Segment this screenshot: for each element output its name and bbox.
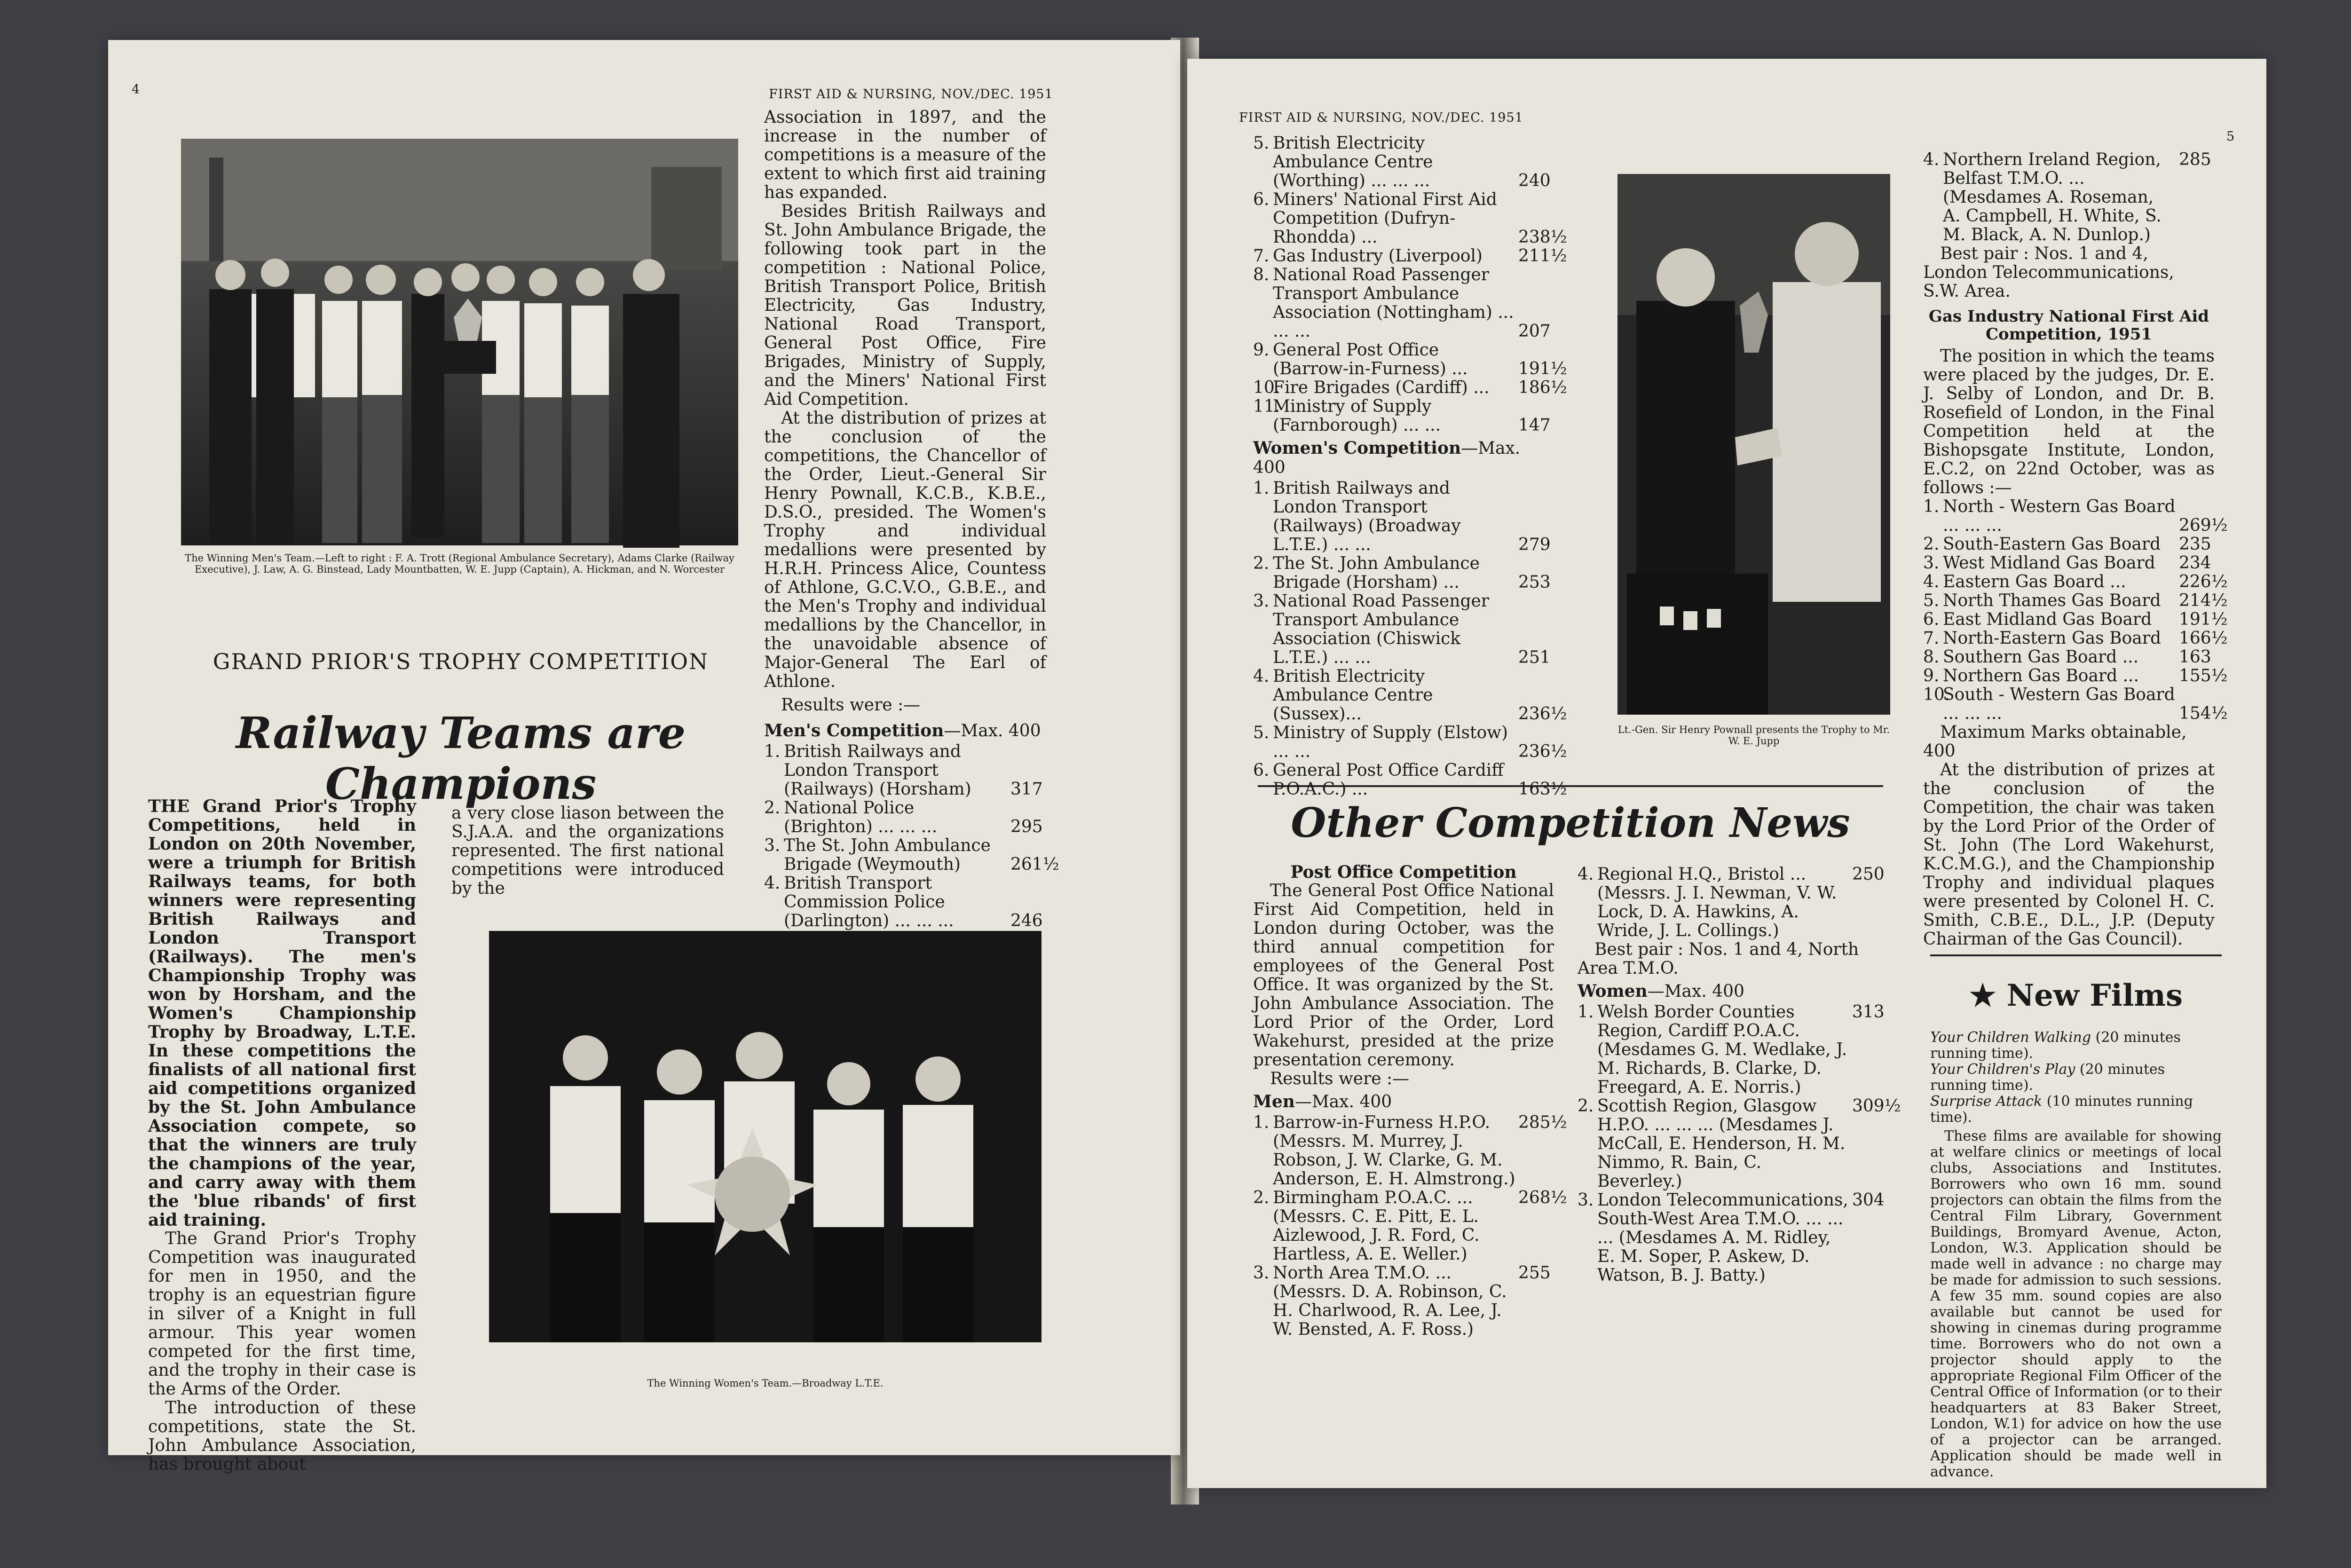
right-col1: [1253, 134, 1567, 799]
star-icon: ★: [1969, 978, 1996, 1013]
result-item: [1253, 592, 1554, 667]
womens-team-photo-image: [489, 931, 1041, 1342]
result-text: North - Western Gas Board ... ... ...: [1943, 497, 2176, 535]
result-points: 155½: [2179, 666, 2228, 686]
result-text: Miners' National First Aid Competition (Dufryn-Rhondda) ...: [1273, 190, 1497, 247]
result-item: [1923, 497, 2228, 535]
page-number-right: 5: [2226, 129, 2235, 144]
result-points: 226½: [2179, 572, 2228, 591]
womens-results-list: [1253, 479, 1567, 799]
result-points: 207: [1518, 322, 1551, 341]
result-number: 2.: [1253, 1188, 1270, 1207]
result-points: 304: [1852, 1190, 1885, 1210]
mens-results-heading: Men's Competition—Max. 400: [764, 721, 1041, 741]
result-item: 4. Regional H.Q., Bristol ... (Messrs. J. I. Newman, V. W. Lock, D. A. Hawkins, A. Wride, J. L. Collings.) 250: [1578, 865, 1885, 940]
po-col-a: [1253, 862, 1567, 1339]
result-points: 285½: [1518, 1113, 1567, 1132]
result-item: [1923, 629, 2228, 648]
results-were: Results were :—: [781, 695, 921, 715]
result-number: 9.: [1253, 340, 1270, 360]
result-item: 4. Northern Ireland Region, Belfast T.M.O. ... (Mesdames A. Roseman, A. Campbell, H. White, S. M. Black, A. N. Dunlop.) 285: [1923, 150, 2211, 244]
result-number: 8.: [1253, 265, 1270, 284]
mens-team-photo-image: [181, 139, 738, 545]
po-heading: Post Office Competition: [1290, 862, 1517, 882]
result-text: South-Eastern Gas Board: [1943, 535, 2161, 554]
result-item: [1253, 340, 1567, 378]
result-text: British Railways and London Transport (Railways) (Horsham): [784, 742, 971, 799]
result-number: 6.: [1923, 610, 1940, 629]
result-points: 261½: [1010, 855, 1059, 874]
result-item: [1253, 1188, 1567, 1264]
result-text: Scottish Region, Glasgow H.P.O. ... ... ... (Mesdames J. McCall, E. Henderson, H. M. Nimmo, R. Bain, C. Beverley.): [1597, 1096, 1846, 1191]
result-text: British Electricity Ambulance Centre (Sussex)...: [1273, 667, 1433, 724]
result-points: 236½: [1518, 742, 1567, 761]
result-item: [1923, 572, 2228, 591]
headline: Railway Teams are Champions: [236, 708, 686, 809]
paragraph-2: The Grand Prior's Trophy Competition was inaugurated for men in 1950, and the trophy is an equestrian figure in silver of a Knight in full armour. This year women competed for the first time, and the trophy in their case is the Arms of the Order.: [148, 1229, 416, 1399]
result-text: Ministry of Supply (Farnborough) ... ...: [1273, 397, 1441, 435]
result-number: 8.: [1923, 647, 1940, 667]
result-points: 309½: [1852, 1096, 1901, 1116]
result-text: Fire Brigades (Cardiff) ...: [1273, 378, 1490, 397]
result-points: 154½: [2179, 704, 2228, 723]
result-points: 255: [1518, 1263, 1551, 1283]
result-points: 214½: [2179, 591, 2228, 610]
result-points: 234: [2179, 553, 2211, 573]
result-item: [764, 874, 1046, 930]
result-text: The St. John Ambulance Brigade (Weymouth): [784, 836, 991, 874]
page-number-left: 4: [132, 82, 141, 97]
result-points: 236½: [1518, 704, 1567, 724]
result-item: [1923, 685, 2228, 723]
result-points: 235: [2179, 535, 2211, 554]
result-number: 3.: [1253, 591, 1270, 611]
result-text: National Police (Brighton) ... ... ...: [784, 798, 938, 836]
films-body: [1930, 1030, 2222, 1480]
result-text: South - Western Gas Board ... ... ...: [1943, 685, 2175, 723]
result-text: Gas Industry (Liverpool): [1273, 246, 1483, 266]
result-number: 2.: [1578, 1096, 1594, 1116]
result-number: 1.: [1253, 479, 1270, 498]
po-col-b: [1578, 865, 1901, 1285]
result-points: 253: [1518, 573, 1551, 592]
result-text: National Road Passenger Transport Ambulance Association (Nottingham) ... ... ...: [1273, 265, 1514, 341]
article-col3: [764, 108, 1059, 930]
po-women-list: [1578, 1002, 1901, 1285]
mens-team-photo: [181, 139, 738, 545]
result-points: 166½: [2179, 629, 2228, 648]
result-item: [1253, 761, 1567, 799]
best-pair-telecom: Best pair : Nos. 1 and 4, London Telecommunications, S.W. Area.: [1923, 244, 2174, 301]
result-number: 5.: [1253, 134, 1270, 153]
result-number: 10.: [1923, 685, 1950, 704]
intro-paragraph: THE Grand Prior's Trophy Competitions, held in London on 20th November, were a triumph for British Railways teams, for both winners were representing British Railways and London Transport (Railways). The men's Championship Trophy was won by Horsham, and the Women's Championship Trophy by Broadway, L.T.E. In these competitions the finalists of all national first aid competitions organized by the St. John Ambulance Association compete, so that the winners are truly the champions of the year, and carry away with them the 'blue ribands' of first aid training.: [148, 796, 416, 1230]
result-item: [1253, 479, 1554, 554]
result-item: [1253, 667, 1567, 724]
po-men-list: [1253, 1113, 1567, 1339]
running-head-right: FIRST AID & NURSING, NOV./DEC. 1951: [1239, 110, 1523, 125]
result-number: 2.: [1253, 554, 1270, 573]
po-intro: The General Post Office National First Aid Competition, held in London during October, was the third annual competition for employees of the General Post Office. It was organized by the St. John Ambulance Association. The Lord Prior of the Order, Lord Wakehurst, presided at the prize presentation ceremony.: [1253, 881, 1554, 1070]
right-col3: [1923, 150, 2228, 949]
result-points: 313: [1852, 1002, 1885, 1022]
result-number: 1.: [1923, 497, 1940, 516]
result-number: 1.: [1253, 1113, 1270, 1132]
gas-distribution: At the distribution of prizes at the conclusion of the Competition, the chair was taken by the Lord Prior of the Order of St. John (The Lord Wakehurst, K.C.M.G.), and the Championship Trophy and individual plaques were presented by Colonel H. C. Smith, C.B.E., D.L., J.P. (Deputy Chairman of the Gas Council).: [1923, 760, 2215, 949]
result-text: Ministry of Supply (Elstow) ... ...: [1273, 723, 1508, 761]
result-number: 3.: [1578, 1190, 1594, 1210]
gas-max: Maximum Marks obtainable, 400: [1923, 723, 2187, 761]
section-heading: GRAND PRIOR'S TROPHY COMPETITION: [213, 649, 709, 674]
paragraph-col3-2: Besides British Railways and St. John Ambulance Brigade, the following took part in the competition : National Police, British Transport Police, British Electricity, Gas Industry, National Road Transport, General Post Office, Fire Brigades, Ministry of Supply, and the Miners' National First Aid Competition.: [764, 202, 1046, 409]
result-points: 279: [1518, 535, 1551, 554]
po-women-heading: Women—Max. 400: [1578, 981, 1744, 1001]
result-points: 163: [2179, 647, 2211, 667]
result-item: [1923, 554, 2215, 573]
womens-results-heading: Women's Competition—Max. 400: [1253, 438, 1521, 477]
result-text: East Midland Gas Board: [1943, 610, 2152, 629]
result-points: 295: [1010, 817, 1043, 836]
po-best-pair: Best pair : Nos. 1 and 4, North Area T.M.O.: [1578, 940, 1859, 978]
left-page: [108, 40, 1180, 1474]
result-item: [1253, 1264, 1554, 1339]
result-text: Eastern Gas Board ...: [1943, 572, 2126, 591]
result-text: London Telecommunications, South-West Area T.M.O. ... ... ... (Mesdames A. M. Ridley, E. M. Soper, P. Askew, D. Watson, B. J. Batty.): [1597, 1190, 1848, 1285]
result-points: 186½: [1518, 378, 1567, 397]
result-text: Welsh Border Counties Region, Cardiff P.O.A.C. (Mesdames G. M. Wedlake, J. M. Richards, B. Clarke, D. Freegard, A. E. Norris.): [1597, 1002, 1847, 1097]
result-number: 3.: [1923, 553, 1940, 573]
result-item: [764, 742, 1046, 799]
result-number: 5.: [1923, 591, 1940, 610]
mens-results-list: [764, 742, 1059, 930]
result-text: Southern Gas Board ...: [1943, 647, 2139, 667]
result-item: [1253, 723, 1567, 761]
result-item: [764, 836, 1059, 874]
gas-results-list: [1923, 497, 2228, 723]
result-points: 163½: [1518, 780, 1567, 799]
result-text: Northern Gas Board ...: [1943, 666, 2139, 686]
result-number: 7.: [1253, 246, 1270, 266]
result-item: [764, 799, 1046, 836]
result-item: [1253, 190, 1567, 247]
pownall-photo: [1617, 174, 1890, 715]
news-rule: [1258, 785, 1883, 787]
film-2: Your Children's Play (20 minutes running time).: [1930, 1061, 2165, 1094]
result-number: 11.: [1253, 397, 1280, 416]
result-points: 147: [1518, 416, 1551, 435]
result-item: [1923, 648, 2215, 667]
films-rule: [1930, 954, 2222, 956]
pownall-caption: Lt.-Gen. Sir Henry Pownall presents the Trophy to Mr. W. E. Jupp: [1617, 724, 1890, 747]
paragraph-col3-1: Association in 1897, and the increase in the number of competitions is a measure of the extent to which first aid training has expanded.: [764, 108, 1046, 202]
result-number: 3.: [764, 836, 781, 855]
paragraph-col3-3: At the distribution of prizes at the conclusion of the competitions, the Chancellor of the Order, Lieut.-General Sir Henry Pownall, K.C.B., K.B.E., D.S.O., presided. The Women's Trophy and individual medallions were presented by H.R.H. Princess Alice, Countess of Athlone, G.C.V.O., G.B.E., and the Men's Trophy and individual medallions by the Chancellor, in the unavoidable absence of Major-General The Earl of Athlone.: [764, 409, 1046, 691]
films-heading-text: New Films: [2006, 978, 2183, 1013]
result-points: 191½: [1518, 359, 1567, 378]
result-item: [1253, 246, 1567, 266]
result-text: General Post Office Cardiff P.O.A.C.) ...: [1273, 761, 1504, 799]
po-men-heading: Men—Max. 400: [1253, 1092, 1392, 1111]
result-text: North Area T.M.O. ... (Messrs. D. A. Robinson, C. H. Charlwood, R. A. Lee, J. W. Bensted, A. F. Ross.): [1273, 1263, 1507, 1339]
result-number: 2.: [1923, 535, 1940, 554]
result-item: [1923, 591, 2228, 610]
result-item: [1578, 1003, 1888, 1097]
result-text: British Transport Commission Police (Darlington) ... ... ...: [784, 874, 954, 930]
womens-team-caption: The Winning Women's Team.—Broadway L.T.E.: [647, 1378, 884, 1389]
running-head-left: FIRST AID & NURSING, NOV./DEC. 1951: [769, 87, 1053, 102]
result-points: 269½: [2179, 516, 2228, 535]
films-heading: [1930, 978, 2222, 1013]
result-number: 4.: [1923, 572, 1940, 591]
paragraph-col2: a very close liason between the S.J.A.A. and the organizations represented. The first national competitions were introduced by the: [451, 804, 724, 898]
result-item: [1253, 397, 1554, 435]
mens-team-caption: The Winning Men's Team.—Left to right : F. A. Trott (Regional Ambulance Secretary), Adams Clarke (Railway Executive), J. Law, A. G. Binstead, Lady Mountbatten, W. E. Jupp (Captain), A. Hickman, and N. Worcester: [185, 552, 734, 575]
pownall-photo-image: [1617, 174, 1890, 715]
gas-heading: Gas Industry National First Aid Competition, 1951: [1928, 307, 2209, 344]
result-item: [1253, 378, 1567, 397]
result-text: North Thames Gas Board: [1943, 591, 2161, 610]
result-number: 4.: [764, 874, 781, 893]
result-item: [1578, 1096, 1901, 1191]
result-points: 317: [1010, 780, 1043, 799]
result-item: [1923, 666, 2228, 686]
result-points: 191½: [2179, 610, 2228, 629]
result-text: General Post Office (Barrow-in-Furness) ...: [1273, 340, 1468, 378]
result-number: 1.: [764, 742, 781, 761]
result-points: 251: [1518, 648, 1551, 667]
result-number: 3.: [1253, 1263, 1270, 1283]
po-results-were: Results were :—: [1270, 1069, 1410, 1088]
result-number: 10.: [1253, 378, 1280, 397]
result-number: 9.: [1923, 666, 1940, 686]
mens-results: [764, 721, 1059, 930]
result-points: 268½: [1518, 1188, 1567, 1207]
result-item: [1253, 554, 1554, 592]
result-text: Birmingham P.O.A.C. ... (Messrs. C. E. Pitt, E. L. Aizlewood, J. R. Ford, C. Hartless, A. E. Weller.): [1273, 1188, 1480, 1264]
result-item: [1253, 266, 1554, 341]
result-text: North-Eastern Gas Board: [1943, 629, 2162, 648]
result-text: British Electricity Ambulance Centre (Worthing) ... ... ...: [1273, 134, 1433, 190]
womens-team-photo: [489, 931, 1041, 1342]
result-points: 211½: [1518, 246, 1567, 266]
gas-intro: The position in which the teams were placed by the judges, Dr. E. J. Selby of London, and Dr. B. Rosefield of London, in the Final Competition held at the Bishopsgate Institute, London, E.C.2, on 22nd October, was as follows :—: [1923, 347, 2215, 497]
article-col1: [148, 797, 416, 1474]
result-points: 246: [1010, 911, 1043, 930]
result-item: [1923, 535, 2215, 554]
paragraph-3: The introduction of these competitions, state the St. John Ambulance Association, has brought about: [148, 1398, 416, 1474]
result-number: 4.: [1253, 667, 1270, 686]
result-number: 7.: [1923, 629, 1940, 648]
result-item: [1253, 134, 1554, 190]
films-description: These films are available for showing at welfare clinics or meetings of local clubs, Associations and Institutes. Borrowers who own 16 mm. sound projectors can obtain the films from the Central Film Library, Government Buildings, Bromyard Avenue, Acton, London, W.3. Application should be made well in advance : no charge may be made for admission to such sessions. A few 35 mm. sound copies are also available but cannot be used for showing in cinemas during programme time. Borrowers who do not own a projector should apply to the appropriate Regional Film Officer of the Central Office of Information (or to their headquarters at 83 Baker Street, London, W.1) for advice on how the use of a projector can be arranged. Application should be made well in advance.: [1930, 1128, 2222, 1480]
result-text: National Road Passenger Transport Ambulance Association (Chiswick L.T.E.) ... ...: [1273, 591, 1490, 667]
result-text: Barrow-in-Furness H.P.O. (Messrs. M. Murrey, J. Robson, J. W. Clarke, G. M. Anderson, E. H. Almstrong.): [1273, 1113, 1515, 1189]
result-text: British Railways and London Transport (Railways) (Broadway L.T.E.) ... ...: [1273, 479, 1461, 554]
result-item: [1923, 610, 2228, 629]
film-3: Surprise Attack (10 minutes running time).: [1930, 1093, 2193, 1126]
result-item: [1578, 1191, 1888, 1285]
result-item: [1253, 1113, 1567, 1189]
col1-results-list: [1253, 134, 1567, 435]
news-headline: Other Competition News: [1291, 799, 1850, 847]
result-number: 5.: [1253, 723, 1270, 742]
result-points: 240: [1518, 171, 1551, 190]
result-points: 238½: [1518, 228, 1567, 247]
result-text: The St. John Ambulance Brigade (Horsham) ...: [1273, 554, 1480, 592]
result-number: 1.: [1578, 1002, 1594, 1022]
right-page: [1187, 59, 2266, 1488]
result-number: 6.: [1253, 761, 1270, 780]
result-text: West Midland Gas Board: [1943, 553, 2155, 573]
film-1: Your Children Walking (20 minutes running time).: [1930, 1029, 2181, 1062]
result-number: 6.: [1253, 190, 1270, 209]
result-number: 2.: [764, 798, 781, 818]
article-col2: [451, 804, 724, 898]
